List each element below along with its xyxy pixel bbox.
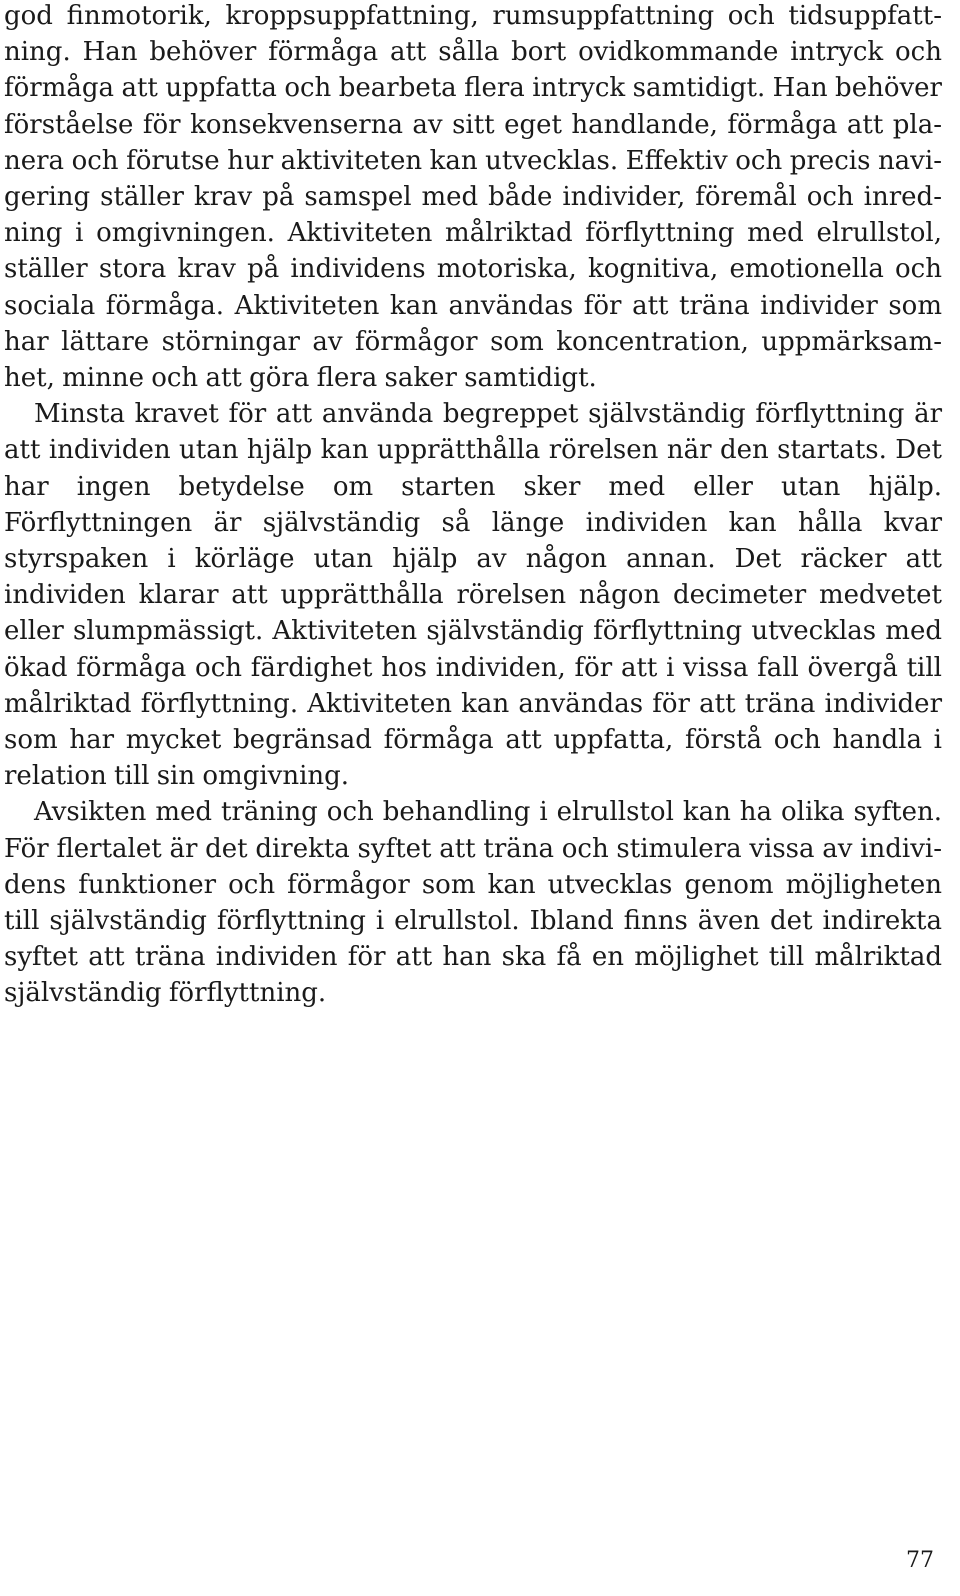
paragraph-2: Minsta kravet för att använda begreppet självständig förflyttning är att individen utan hjälp kan upprätthålla rörelsen när den startats. Det har ingen betydelse om starten sker med eller utan hjälp. Förflyttningen är självständig så länge individen kan hålla kvar styrspaken i körläge utan hjälp av någon annan. Det räcker att individen klarar att upprätthålla rörelsen någon decimeter medvetet eller slumpmässigt. Aktiviteten självständig förflyttning utvecklas med ökad förmåga och färdighet hos individen, för att i vissa fall övergå till målriktad förflyttning. Aktiviteten kan användas för att träna individer som har mycket begränsad förmåga att uppfatta, förstå och handla i relation till sin omgivning. [4,399,942,792]
body-text [4,0,942,1012]
paragraph-1: god finmotorik, kroppsuppfattning, rumsuppfattning och tidsuppfattning. Han behöver förmåga att sålla bort ovidkommande intryck och förmåga att uppfatta och bearbeta flera intryck samtidigt. Han behöver förståelse för konsekvenserna av sitt eget handlande, förmåga att planera och förutse hur aktiviteten kan utvecklas. Effektiv och precis navigering ställer krav på samspel med både individer, föremål och inredning i omgivningen. Aktiviteten målriktad förflyttning med elrullstol, ställer stora krav på individens motoriska, kognitiva, emotionella och sociala förmåga. Aktiviteten kan användas för att träna individer som har lättare störningar av förmågor som koncentration, uppmärksamhet, minne och att göra flera saker samtidigt. [4,1,942,394]
page-number: 77 [906,1548,934,1573]
paragraph-3: Avsikten med träning och behandling i elrullstol kan ha olika syften. För flertalet är det direkta syftet att träna och stimulera vissa av individens funktioner och förmågor som kan utvecklas genom möjligheten till självständig förflyttning i elrullstol. Ibland finns även det indirekta syftet att träna individen för att han ska få en möjlighet till målriktad självständig förflyttning. [4,797,942,1009]
